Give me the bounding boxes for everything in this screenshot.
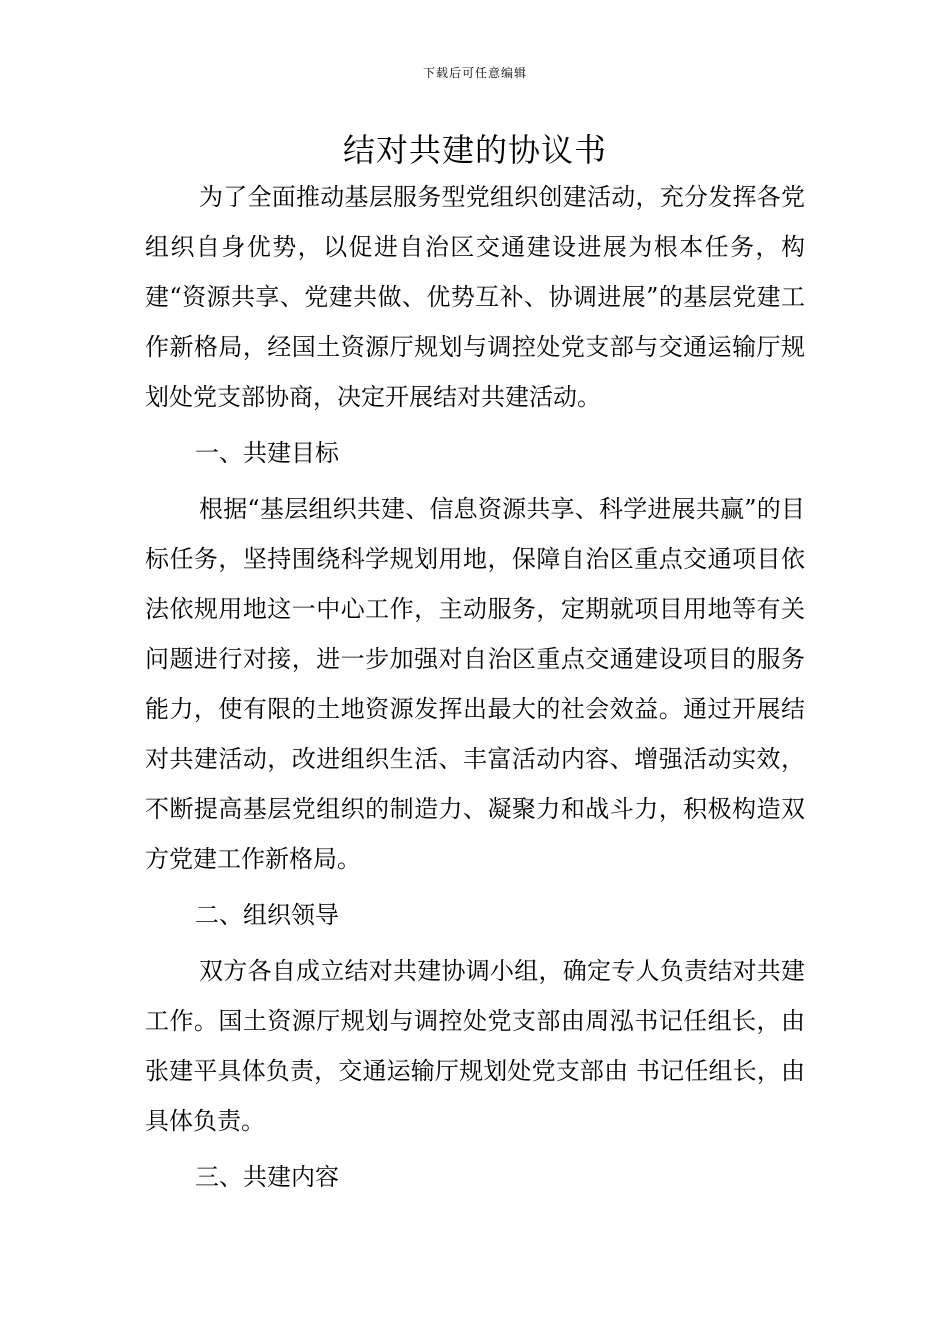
leadership-paragraph: 双方各自成立结对共建协调小组，确定专人负责结对共建工作。国土资源厅规划与调控处党支部由周泓书记任组长，由张建平具体负责，交通运输厅规划处党支部由 书记任组长，由 具体负责。 xyxy=(145,957,805,1135)
section-heading-leadership: 二、组织领导 xyxy=(195,901,339,929)
section-heading-goals: 一、共建目标 xyxy=(195,439,339,467)
section-heading-content: 三、共建内容 xyxy=(195,1163,339,1191)
document-title: 结对共建的协议书 xyxy=(342,131,607,169)
document-body xyxy=(145,172,805,1208)
intro-paragraph: 为了全面推动基层服务型党组织创建活动，充分发挥各党组织自身优势，以促进自治区交通建设进展为根本任务，构建“资源共享、党建共做、优势互补、协调进展”的基层党建工作新格局，经国土资源厅规划与调控处党支部与交通运输厅规划处党支部协商，决定开展结对共建活动。 xyxy=(145,183,805,411)
goals-paragraph: 根据“基层组织共建、信息资源共享、科学进展共赢”的目标任务，坚持围绕科学规划用地，保障自治区重点交通项目依法依规用地这一中心工作，主动服务，定期就项目用地等有关问题进行对接，进一步加强对自治区重点交通建设项目的服务能力，使有限的土地资源发挥出最大的社会效益。通过开展结对共建活动，改进组织生活、丰富活动内容、增强活动实效，不断提高基层党组织的制造力、凝聚力和战斗力，积极构造双方党建工作新格局。 xyxy=(145,495,805,873)
header-note: 下载后可任意编辑 xyxy=(422,66,527,80)
